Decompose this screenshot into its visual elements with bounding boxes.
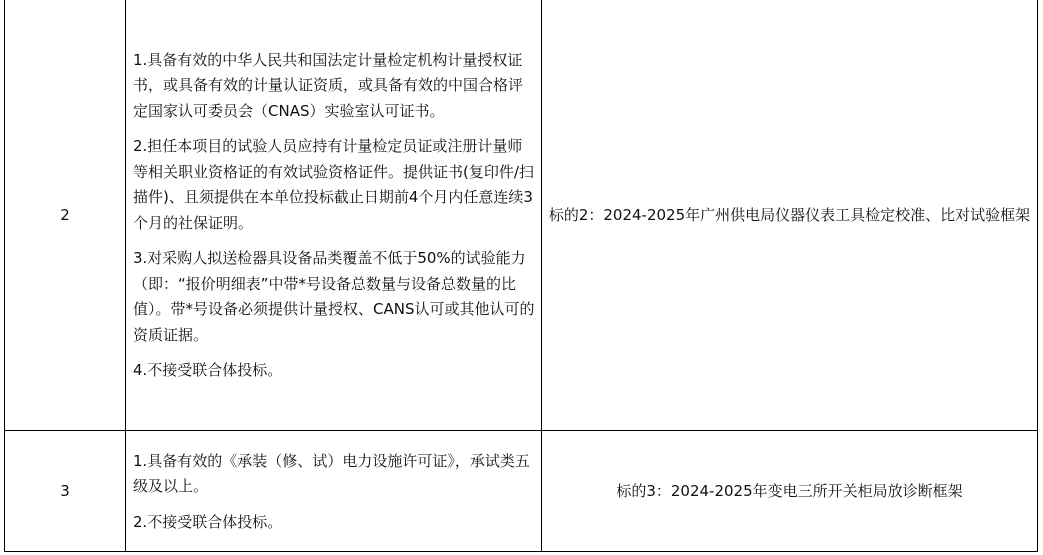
requirement-item: 4.不接受联合体投标。 bbox=[133, 361, 283, 379]
requirement-item: 2.担任本项目的试验人员应持有计量检定员证或注册计量师等相关职业资格证的有效试验资格证件。提供证书(复印件/扫描件)、且须提供在本单位投标截止日期前4个月内任意连续3个月的社保证明。 bbox=[133, 137, 534, 232]
requirement-item: 1.具备有效的《承装（修、试）电力设施许可证》，承试类五级及以上。 bbox=[133, 451, 530, 496]
requirement-item: 3.对采购人拟送检器具设备品类覆盖不低于50%的试验能力（即：“报价明细表”中带*号设备总数量与设备总数量的比值）。带*号设备必须提供计量授权、CANS认可或其他认可的资质证据。 bbox=[133, 249, 535, 344]
row-number: 2 bbox=[5, 0, 126, 431]
table-row bbox=[5, 0, 1038, 431]
table-row bbox=[5, 431, 1038, 552]
requirements-cell bbox=[126, 0, 542, 431]
requirement-item: 2.不接受联合体投标。 bbox=[133, 512, 283, 531]
lot-name-cell: 标的3：2024-2025年变电三所开关柜局放诊断框架 bbox=[542, 431, 1038, 552]
qualification-table bbox=[4, 0, 1038, 552]
row-number: 3 bbox=[5, 431, 126, 552]
requirement-item: 1.具备有效的中华人民共和国法定计量检定机构计量授权证书，或具备有效的计量认证资质，或具备有效的中国合格评定国家认可委员会（CNAS）实验室认可证书。 bbox=[133, 50, 524, 120]
lot-name-cell: 标的2：2024-2025年广州供电局仪器仪表工具检定校准、比对试验框架 bbox=[542, 0, 1038, 431]
requirements-cell bbox=[126, 431, 542, 552]
